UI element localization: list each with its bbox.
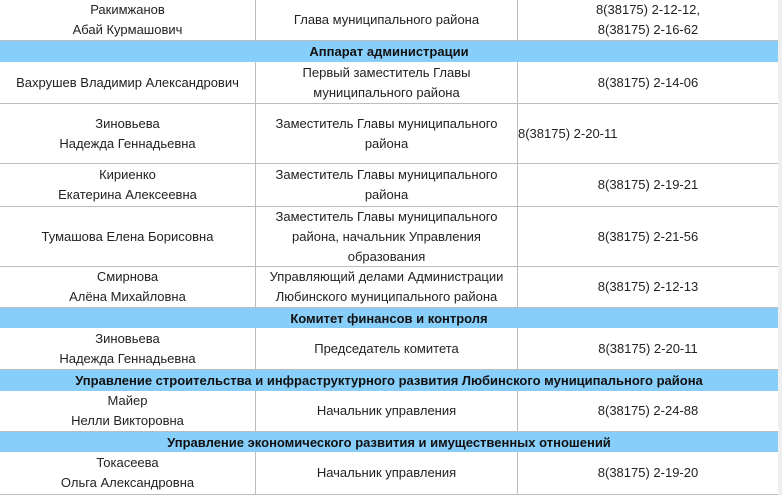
scrollbar-edge [778,0,782,495]
cell-text-line: Абай Курмашович [72,22,183,37]
table-row [0,62,778,104]
table-row [0,104,778,164]
phone-cell [518,164,778,206]
cell-text-line: 8(38175) 2-21-56 [597,228,699,244]
phone-cell [518,391,778,431]
cell-text-line: района [364,187,409,202]
name-cell [0,391,256,431]
cell-text-line: образования [347,248,426,264]
cell-text-line: Председатель комитета [314,340,459,356]
cell-text-line: Заместитель Главы муниципального [275,115,498,131]
cell-text-line: Надежда Геннадьевна [59,350,196,366]
cell-text-line: Токасеева [96,455,159,470]
name-cell [0,62,256,103]
table-row [0,0,778,41]
cell-text-line: 8(38175) 2-20-11 [598,340,698,356]
name-cell [0,267,256,307]
cell-text-line: 8(38175) 2-12-13 [597,279,699,294]
phone-cell [518,0,778,40]
table-row [0,207,778,267]
position-cell [256,452,518,494]
name-cell [0,207,256,266]
cell-text-line: Зиновьева [95,330,160,346]
cell-text-line: района [364,135,409,151]
position-cell [256,391,518,431]
cell-text-line: Ольга Александровна [60,475,195,490]
cell-text-line: 8(38175) 2-19-20 [597,465,699,480]
cell-text-line: Глава муниципального района [293,12,480,27]
table-row [0,164,778,207]
phone-cell [518,452,778,494]
phone-cell [518,104,778,163]
cell-text-line: Управляющий делами Администрации [269,269,504,284]
cell-text-line: Тумашова Елена Борисовна [41,228,214,244]
cell-text-line: Любинского муниципального района [275,289,498,304]
cell-text-line: Заместитель Главы муниципального [275,208,498,224]
position-cell [256,267,518,307]
cell-text-line: Ракимжанов [90,2,165,17]
cell-text-line: 8(38175) 2-24-88 [597,403,699,418]
cell-text-line: 8(38175) 2-20-11 [518,125,618,141]
position-cell [256,0,518,40]
phone-cell [518,328,778,369]
cell-text-line: Майер [107,393,148,408]
name-cell [0,328,256,369]
name-cell [0,0,256,40]
section-header: Управление экономического развития и имущественных отношений [0,432,778,452]
name-cell [0,452,256,494]
cell-text-line: Нелли Викторовна [71,413,184,428]
position-cell [256,62,518,103]
cell-text-line: Начальник управления [316,403,457,418]
section-header: Аппарат администрации [0,41,778,62]
cell-text-line: муниципального района [313,84,460,100]
name-cell [0,104,256,163]
cell-text-line: Алёна Михайловна [69,289,186,304]
cell-text-line: 8(38175) 2-12-12, [595,2,701,17]
position-cell [256,328,518,369]
cell-text-line: Начальник управления [316,465,457,480]
cell-text-line: Смирнова [96,269,159,284]
phone-cell [518,207,778,266]
phone-cell [518,62,778,103]
section-header: Управление строительства и инфраструктурного развития Любинского муниципального района [0,370,778,391]
cell-text-line: Вахрушев Владимир Александрович [16,74,239,90]
table-row [0,452,778,495]
cell-text-line: района, начальник Управления [292,228,481,244]
cell-text-line: 8(38175) 2-14-06 [597,74,699,90]
table-row [0,391,778,432]
position-cell [256,104,518,163]
table-row [0,267,778,308]
section-header: Комитет финансов и контроля [0,308,778,328]
position-cell [256,207,518,266]
cell-text-line: Зиновьева [95,115,160,131]
cell-text-line: Кириенко [99,167,156,182]
cell-text-line: 8(38175) 2-19-21 [597,177,699,192]
cell-text-line: Заместитель Главы муниципального [275,167,498,182]
name-cell [0,164,256,206]
cell-text-line: Надежда Геннадьевна [59,135,196,151]
position-cell [256,164,518,206]
cell-text-line: Екатерина Алексеевна [58,187,197,202]
cell-text-line: 8(38175) 2-16-62 [597,22,699,37]
cell-text-line: Первый заместитель Главы [302,64,471,80]
phone-cell [518,267,778,307]
table-row [0,328,778,370]
